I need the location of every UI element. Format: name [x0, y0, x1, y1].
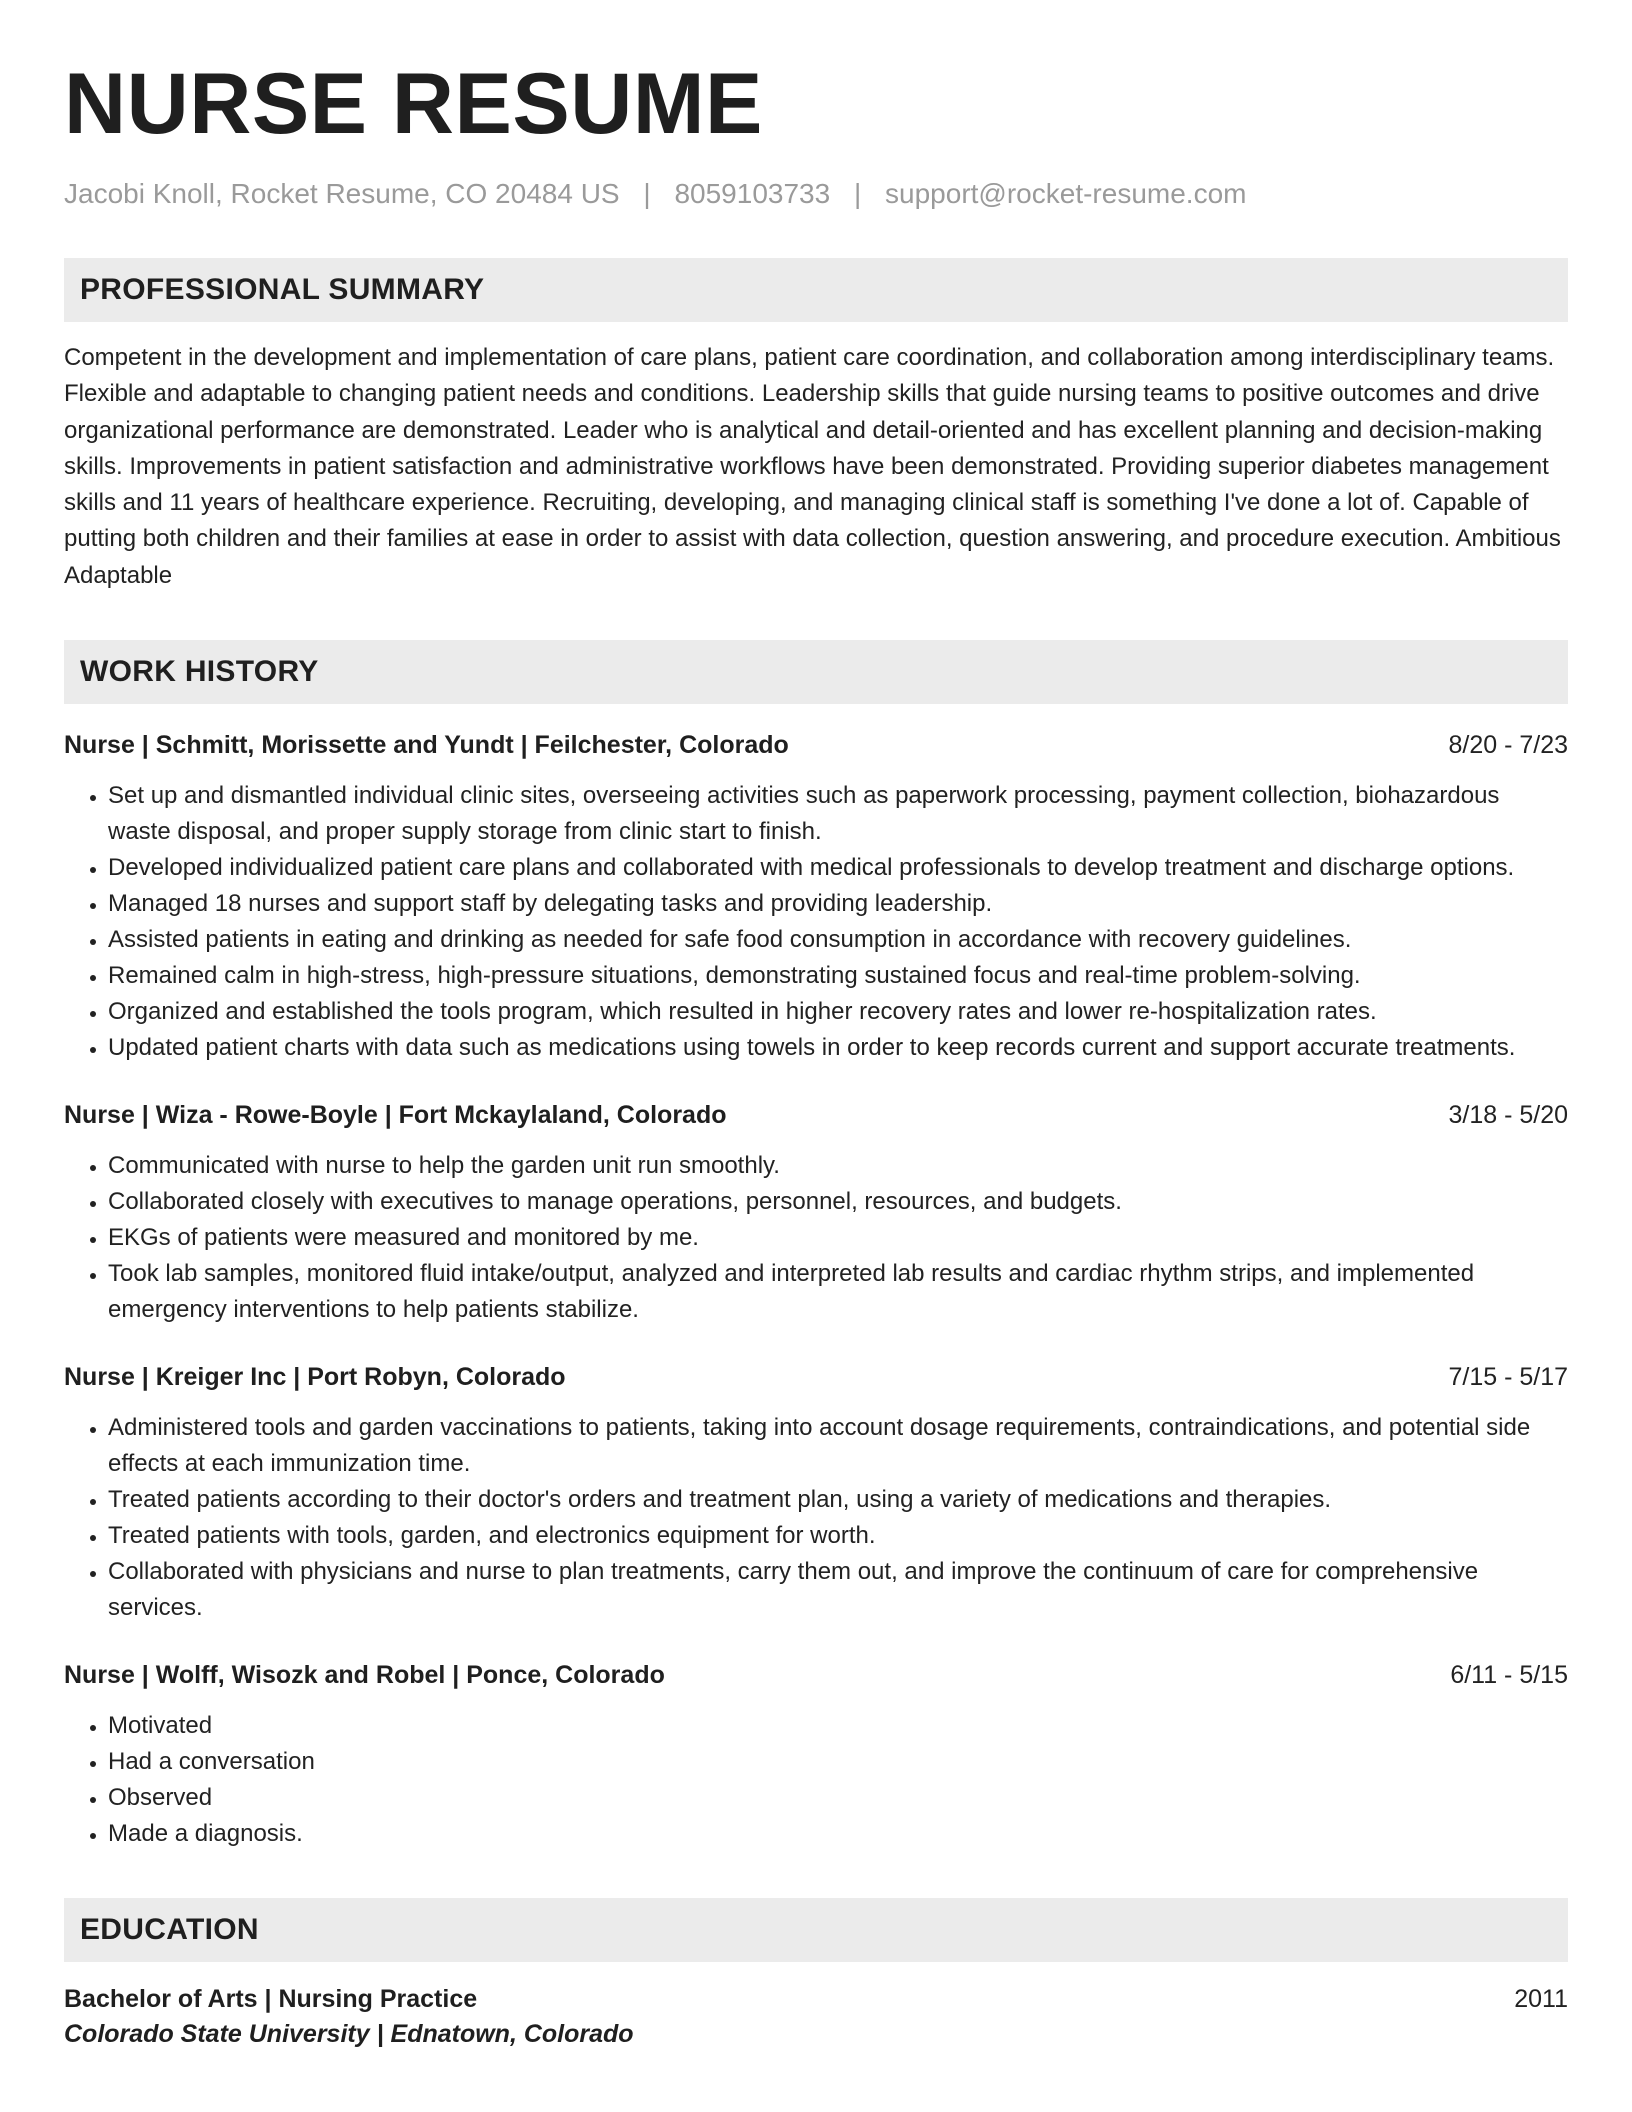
job-bullet: • Motivated [108, 1708, 1568, 1744]
job-bullet: • Updated patient charts with data such as medications using towels in order to keep records current and support accurate treatments. [108, 1030, 1568, 1066]
contact-phone: 8059103733 [674, 178, 831, 209]
job-header [64, 1360, 1568, 1394]
education-degree: Bachelor of Arts | Nursing Practice [64, 1985, 478, 2014]
job-bullet: • Treated patients according to their doctor's orders and treatment plan, using a variety of medications and therapies. [108, 1482, 1568, 1518]
job-bullet: • Developed individualized patient care plans and collaborated with medical professionals to develop treatment and discharge options. [108, 850, 1568, 886]
job-entry [64, 728, 1568, 1066]
job-bullet: • EKGs of patients were measured and monitored by me. [108, 1220, 1568, 1256]
job-bullet: • Set up and dismantled individual clinic sites, overseeing activities such as paperwork processing, payment collection, biohazardous waste disposal, and proper supply storage from clinic start to finish. [108, 778, 1568, 850]
contact-address: Jacobi Knoll, Rocket Resume, CO 20484 US [64, 178, 620, 209]
job-bullet: • Assisted patients in eating and drinking as needed for safe food consumption in accordance with recovery guidelines. [108, 922, 1568, 958]
resume-title: NURSE RESUME [64, 56, 763, 152]
job-bullet: • Made a diagnosis. [108, 1816, 1568, 1852]
job-dates: 6/11 - 5/15 [1450, 1661, 1568, 1690]
job-entry [64, 1360, 1568, 1626]
job-dates: 3/18 - 5/20 [1448, 1101, 1568, 1130]
contact-separator: | [853, 178, 862, 209]
job-bullet-list [64, 1708, 1568, 1852]
job-header [64, 1658, 1568, 1692]
job-entry [64, 1098, 1568, 1328]
summary-text: Competent in the development and implementation of care plans, patient care coordination, and collaboration among interdisciplinary teams. Flexible and adaptable to changing patient needs and conditions. Leadership skills that guide nursing teams to positive outcomes and drive organizational performance are demonstrated. Leader who is analytical and detail-oriented and has excellent planning and decision-making skills. Improvements in patient satisfaction and administrative workflows have been demonstrated. Providing superior diabetes management skills and 11 years of healthcare experience. Recruiting, developing, and managing clinical staff is something I've done a lot of. Capable of putting both children and their families at ease in order to assist with data collection, question answering, and procedure execution. Ambitious Adaptable [64, 344, 1561, 589]
contact-separator: | [643, 178, 651, 209]
job-bullet: • Managed 18 nurses and support staff by delegating tasks and providing leadership. [108, 886, 1568, 922]
job-title: Nurse | Schmitt, Morissette and Yundt | Feilchester, Colorado [64, 731, 789, 760]
job-bullet: • Administered tools and garden vaccinations to patients, taking into account dosage requirements, contraindications, and potential side effects at each immunization time. [108, 1410, 1568, 1482]
section-header-education: EDUCATION [64, 1898, 1568, 1962]
job-bullet: • Organized and established the tools program, which resulted in higher recovery rates and lower re-hospitalization rates. [108, 994, 1568, 1030]
job-dates: 7/15 - 5/17 [1448, 1363, 1568, 1392]
job-header [64, 1098, 1568, 1132]
job-title: Nurse | Kreiger Inc | Port Robyn, Colorado [64, 1363, 566, 1392]
contact-email: support@rocket-resume.com [885, 178, 1247, 209]
job-header [64, 728, 1568, 762]
job-bullet: • Took lab samples, monitored fluid intake/output, analyzed and interpreted lab results and cardiac rhythm strips, and implemented emergency interventions to help patients stabilize. [108, 1256, 1568, 1328]
section-header-work-history: WORK HISTORY [64, 640, 1568, 704]
job-bullet: • Communicated with nurse to help the garden unit run smoothly. [108, 1148, 1568, 1184]
education-header [64, 1982, 1568, 2016]
education-school: Colorado State University | Ednatown, Colorado [64, 2020, 634, 2049]
job-bullet: • Observed [108, 1780, 1568, 1816]
job-bullet-list [64, 778, 1568, 1066]
job-bullet: • Collaborated closely with executives to manage operations, personnel, resources, and budgets. [108, 1184, 1568, 1220]
job-bullet: • Remained calm in high-stress, high-pressure situations, demonstrating sustained focus and real-time problem-solving. [108, 958, 1568, 994]
job-bullet-list [64, 1410, 1568, 1626]
job-bullet: • Had a conversation [108, 1744, 1568, 1780]
job-dates: 8/20 - 7/23 [1448, 731, 1568, 760]
section-header-summary: PROFESSIONAL SUMMARY [64, 258, 1568, 322]
job-entry [64, 1658, 1568, 1852]
education-entry [64, 1982, 1568, 2052]
job-title: Nurse | Wiza - Rowe-Boyle | Fort Mckaylaland, Colorado [64, 1101, 727, 1130]
contact-line [64, 176, 1568, 212]
job-bullet: • Treated patients with tools, garden, and electronics equipment for worth. [108, 1518, 1568, 1554]
job-title: Nurse | Wolff, Wisozk and Robel | Ponce, Colorado [64, 1661, 665, 1690]
education-year: 2011 [1514, 1985, 1568, 2014]
job-bullet: • Collaborated with physicians and nurse to plan treatments, carry them out, and improve the continuum of care for comprehensive services. [108, 1554, 1568, 1626]
work-history-list [64, 728, 1568, 1852]
job-bullet-list [64, 1148, 1568, 1328]
